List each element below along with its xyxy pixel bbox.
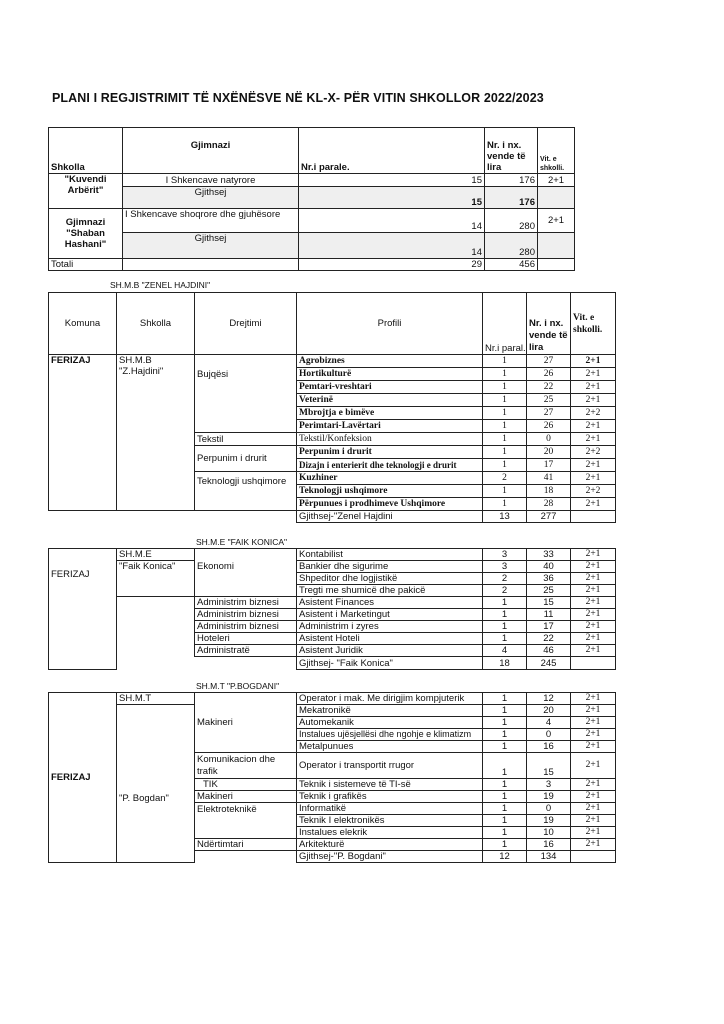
school-kuvendi: "Kuvendi Arbërit" <box>49 174 123 209</box>
vende-cell: 17 <box>527 459 571 472</box>
viti-cell: 2+1 <box>571 839 616 851</box>
paralele-cell: 1 <box>483 621 527 633</box>
paralele-cell: 15 <box>299 187 485 209</box>
vende-cell: 16 <box>527 839 571 851</box>
paralele-cell: 1 <box>483 717 527 729</box>
drejtimi-cell: Administratë <box>195 645 297 657</box>
paralele-cell: 1 <box>483 791 527 803</box>
profile-cell: Dizajn i enterierit dhe teknologji e drurit <box>297 459 483 472</box>
table-row <box>49 209 575 233</box>
total-paralele: 12 <box>483 851 527 863</box>
viti-cell: 2+1 <box>571 803 616 815</box>
paralele-cell: 1 <box>483 839 527 851</box>
komuna-spacer <box>49 549 117 561</box>
viti-cell: 2+1 <box>571 433 616 446</box>
header-gjimnazi: Gjimnazi <box>123 128 299 174</box>
gymnasium-table <box>48 127 575 271</box>
total-row <box>49 657 616 670</box>
vende-cell: 0 <box>527 433 571 446</box>
viti-cell: 2+1 <box>571 633 616 645</box>
profile-cell: Mbrojtja e bimëve <box>297 407 483 420</box>
vende-cell: 20 <box>527 446 571 459</box>
paralele-cell: 4 <box>483 645 527 657</box>
p-bogdani-table <box>48 692 616 863</box>
viti-cell: 2+1 <box>571 573 616 585</box>
vende-cell: 28 <box>527 498 571 511</box>
drejtimi-makineri: Makineri <box>195 693 297 753</box>
drejtimi-makineri-2: Makineri <box>195 791 297 803</box>
paralele-cell: 1 <box>483 753 527 779</box>
viti-cell: 2+1 <box>571 753 616 779</box>
school-shaban-hashani: Gjimnazi "Shaban Hashani" <box>49 209 123 259</box>
table-header-row <box>49 128 575 174</box>
viti-cell: 2+2 <box>571 446 616 459</box>
vende-cell: 15 <box>527 753 571 779</box>
viti-cell: 2+1 <box>571 597 616 609</box>
total-paralele: 13 <box>483 511 527 523</box>
profile-cell: Bankier dhe sigurime <box>297 561 483 573</box>
school-name: "Faik Konica" <box>117 561 195 597</box>
page-title: PLANI I REGJISTRIMIT TË NXËNËSVE NË KL-X- PËR VITIN SHKOLLOR 2022/2023 <box>52 91 544 105</box>
komuna-cell: FERIZAJ <box>49 355 117 511</box>
drejtimi-ekonomi: Ekonomi <box>195 561 297 597</box>
profile-cell: Kuzhiner <box>297 472 483 485</box>
paralele-cell: 3 <box>483 561 527 573</box>
paralele-cell: 1 <box>483 394 527 407</box>
vende-cell: 15 <box>527 597 571 609</box>
paralele-cell: 1 <box>483 498 527 511</box>
viti-cell: 2+1 <box>571 561 616 573</box>
table-row <box>49 174 575 187</box>
paralele-cell: 1 <box>483 407 527 420</box>
faik-konica-table <box>48 548 616 670</box>
profile-cell: Operator i transportit rrugor <box>297 753 483 779</box>
paralele-cell: 1 <box>483 368 527 381</box>
profile-cell: Informatikë <box>297 803 483 815</box>
vende-cell: 27 <box>527 407 571 420</box>
vende-cell: 17 <box>527 621 571 633</box>
viti-cell: 2+1 <box>571 827 616 839</box>
viti-cell: 2+1 <box>571 693 616 705</box>
paralele-cell: 1 <box>483 741 527 753</box>
vende-cell: 280 <box>485 233 538 259</box>
total-row <box>49 511 616 523</box>
paralele-cell: 1 <box>483 355 527 368</box>
profile-cell: Tregti me shumicë dhe pakicë <box>297 585 483 597</box>
viti-cell: 2+1 <box>571 355 616 368</box>
paralele-cell: 3 <box>483 549 527 561</box>
header-profili: Profili <box>297 293 483 355</box>
header-paralele: Nr.i paral. <box>483 293 527 355</box>
viti-cell: 2+1 <box>571 645 616 657</box>
drejtimi-komunikacion: Komunikacion dhe trafik <box>195 753 297 779</box>
school-code: SH.M.T <box>117 693 195 705</box>
drejtimi-tekstil: Tekstil <box>195 433 297 446</box>
zenel-hajdini-table <box>48 292 616 523</box>
drejtimi-tik: TIK <box>195 779 297 791</box>
profile-cell: Tekstil/Konfeksion <box>297 433 483 446</box>
viti-cell: 2+1 <box>571 621 616 633</box>
vende-cell: 10 <box>527 827 571 839</box>
profile-cell: Pemtari-vreshtari <box>297 381 483 394</box>
paralele-cell: 2 <box>483 472 527 485</box>
header-vende: Nr. i nx. vende të lira <box>485 128 538 174</box>
profile-cell: Gjithsej <box>123 233 299 259</box>
drejtimi-bujqesi: Bujqësi <box>195 355 297 433</box>
viti-cell: 2+1 <box>571 394 616 407</box>
vende-cell: 33 <box>527 549 571 561</box>
profile-cell: Teknologji ushqimore <box>297 485 483 498</box>
total-label: Totali <box>49 259 123 271</box>
viti-cell: 2+1 <box>571 609 616 621</box>
drejtimi-ndertimtari: Ndërtimtari <box>195 839 297 851</box>
komuna-cell: FERIZAJ <box>49 561 117 670</box>
profile-cell: Teknik i grafikës <box>297 791 483 803</box>
viti-cell: 2+1 <box>571 815 616 827</box>
komuna-cell: FERIZAJ <box>49 693 117 863</box>
table-row <box>49 645 616 657</box>
profile-cell: Teknik I elektronikës <box>297 815 483 827</box>
viti-cell: 2+1 <box>571 459 616 472</box>
vende-cell: 20 <box>527 705 571 717</box>
header-drejtimi: Drejtimi <box>195 293 297 355</box>
header-viti: Vit. e shkolli. <box>571 293 616 355</box>
vende-cell: 25 <box>527 585 571 597</box>
drejtimi-cell: Administrim biznesi <box>195 621 297 633</box>
vende-cell: 0 <box>527 803 571 815</box>
header-shkolla: Shkolla <box>117 293 195 355</box>
vende-cell: 176 <box>485 187 538 209</box>
paralele-cell: 1 <box>483 779 527 791</box>
header-vende: Nr. i nx. vende të lira <box>527 293 571 355</box>
table-row <box>49 355 616 368</box>
viti-cell: 2+1 <box>571 705 616 717</box>
total-paralele: 18 <box>483 657 527 670</box>
profile-cell: Asistent Juridik <box>297 645 483 657</box>
total-label: Gjithsej-"P. Bogdani" <box>297 851 483 863</box>
paralele-cell: 2 <box>483 573 527 585</box>
paralele-cell: 14 <box>299 209 485 233</box>
paralele-cell: 1 <box>483 485 527 498</box>
vende-cell: 22 <box>527 633 571 645</box>
viti-cell: 2+1 <box>571 717 616 729</box>
vende-cell: 36 <box>527 573 571 585</box>
table-header-row <box>49 293 616 355</box>
profile-cell: Automekanik <box>297 717 483 729</box>
table-row <box>49 609 616 621</box>
profile-cell: Asistent Hoteli <box>297 633 483 645</box>
profile-cell: Asistent Finances <box>297 597 483 609</box>
profile-cell: Operator i mak. Me dirigjim kompjuterik <box>297 693 483 705</box>
profile-cell: Asistent i Marketingut <box>297 609 483 621</box>
total-vende: 456 <box>485 259 538 271</box>
profile-cell: Teknik i sistemeve të TI-së <box>297 779 483 791</box>
header-paralele: Nr.i parale. <box>299 128 485 174</box>
paralele-cell: 1 <box>483 633 527 645</box>
total-label: Gjithsej- "Faik Konica" <box>297 657 483 670</box>
viti-cell: 2+1 <box>538 174 575 187</box>
table-row <box>49 693 616 705</box>
table-row <box>49 621 616 633</box>
paralele-cell: 2 <box>483 585 527 597</box>
vende-cell: 18 <box>527 485 571 498</box>
header-viti: Vit. e shkolli. <box>538 128 575 174</box>
viti-cell: 2+1 <box>571 779 616 791</box>
paralele-cell: 14 <box>299 233 485 259</box>
vende-cell: 25 <box>527 394 571 407</box>
drejtimi-cell: Administrim biznesi <box>195 597 297 609</box>
drejtimi-teknologji-ushqimore: Teknologji ushqimore <box>195 472 297 511</box>
vende-cell: 41 <box>527 472 571 485</box>
paralele-cell: 1 <box>483 803 527 815</box>
vende-cell: 19 <box>527 815 571 827</box>
profile-cell: Veterinë <box>297 394 483 407</box>
total-paralele: 29 <box>299 259 485 271</box>
viti-cell: 2+1 <box>571 729 616 741</box>
profile-cell: Kontabilist <box>297 549 483 561</box>
profile-cell: Instalues elekrik <box>297 827 483 839</box>
profile-cell: Metalpunues <box>297 741 483 753</box>
total-vende: 245 <box>527 657 571 670</box>
drejtimi-cell: Hoteleri <box>195 633 297 645</box>
table-row <box>49 549 616 561</box>
total-row <box>49 259 575 271</box>
table-row <box>49 633 616 645</box>
header-shkolla: Shkolla <box>49 128 123 174</box>
school-code: SH.M.E <box>117 549 195 561</box>
profile-cell: Agrobiznes <box>297 355 483 368</box>
paralele-cell: 1 <box>483 381 527 394</box>
vende-cell: 22 <box>527 381 571 394</box>
vende-cell: 0 <box>527 729 571 741</box>
table-row <box>49 561 616 573</box>
table-row <box>49 705 616 717</box>
profile-cell: I Shkencave shoqrore dhe gjuhësore <box>123 209 299 233</box>
drejtimi-cell: Administrim biznesi <box>195 609 297 621</box>
vende-cell: 46 <box>527 645 571 657</box>
viti-cell: 2+1 <box>571 368 616 381</box>
viti-cell <box>538 187 575 209</box>
profile-cell: Perpunim i drurit <box>297 446 483 459</box>
drejtimi-elektroteknike: Elektroteknikë <box>195 803 297 815</box>
vende-cell: 16 <box>527 741 571 753</box>
viti-cell: 2+1 <box>571 420 616 433</box>
profile-cell: Perimtari-Lavërtari <box>297 420 483 433</box>
paralele-cell: 1 <box>483 446 527 459</box>
viti-cell <box>538 233 575 259</box>
viti-cell: 2+1 <box>571 549 616 561</box>
profile-cell: Instalues ujësjellësi dhe ngohje e klimatizm <box>297 729 483 741</box>
vende-cell: 12 <box>527 693 571 705</box>
school-name: "P. Bogdan" <box>117 705 195 863</box>
paralele-cell: 1 <box>483 609 527 621</box>
viti-cell: 2+1 <box>571 791 616 803</box>
profile-cell: Gjithsej <box>123 187 299 209</box>
viti-cell: 2+1 <box>538 209 575 233</box>
paralele-cell: 15 <box>299 174 485 187</box>
profile-cell: Administrim i zyres <box>297 621 483 633</box>
profile-cell: Arkitekturë <box>297 839 483 851</box>
viti-cell: 2+1 <box>571 472 616 485</box>
vende-cell: 40 <box>527 561 571 573</box>
table-row <box>49 187 575 209</box>
section-title-faik-konica: SH.M.E "FAIK KONICA" <box>196 537 288 547</box>
vende-cell: 19 <box>527 791 571 803</box>
viti-cell: 2+1 <box>571 585 616 597</box>
profile-cell: Mekatronikë <box>297 705 483 717</box>
total-vende: 277 <box>527 511 571 523</box>
vende-cell: 3 <box>527 779 571 791</box>
paralele-cell: 1 <box>483 827 527 839</box>
vende-cell: 26 <box>527 368 571 381</box>
paralele-cell: 1 <box>483 420 527 433</box>
profile-cell: Hortikulturë <box>297 368 483 381</box>
viti-cell: 2+1 <box>571 498 616 511</box>
vende-cell: 11 <box>527 609 571 621</box>
vende-cell: 280 <box>485 209 538 233</box>
vende-cell: 26 <box>527 420 571 433</box>
vende-cell: 176 <box>485 174 538 187</box>
viti-cell: 2+1 <box>571 741 616 753</box>
paralele-cell: 1 <box>483 459 527 472</box>
total-label: Gjithsej-"Zenel Hajdini <box>297 511 483 523</box>
viti-cell: 2+1 <box>571 381 616 394</box>
total-vende: 134 <box>527 851 571 863</box>
vende-cell: 27 <box>527 355 571 368</box>
vende-cell: 4 <box>527 717 571 729</box>
profile-cell: Shpeditor dhe logjistikë <box>297 573 483 585</box>
school-cell: SH.M.B "Z.Hajdini" <box>117 355 195 511</box>
section-title-zenel-hajdini: SH.M.B "ZENEL HAJDINI" <box>110 280 211 290</box>
paralele-cell: 1 <box>483 815 527 827</box>
profile-cell: I Shkencave natyrore <box>123 174 299 187</box>
table-row <box>49 597 616 609</box>
section-title-p-bogdani: SH.M.T "P.BOGDANI" <box>196 681 280 691</box>
paralele-cell: 1 <box>483 433 527 446</box>
paralele-cell: 1 <box>483 597 527 609</box>
paralele-cell: 1 <box>483 693 527 705</box>
paralele-cell: 1 <box>483 729 527 741</box>
header-komuna: Komuna <box>49 293 117 355</box>
viti-cell: 2+2 <box>571 407 616 420</box>
profile-cell: Përpunues i prodhimeve Ushqimore <box>297 498 483 511</box>
viti-cell: 2+2 <box>571 485 616 498</box>
drejtimi-perpunim-drurit: Perpunim i drurit <box>195 446 297 472</box>
table-row <box>49 233 575 259</box>
paralele-cell: 1 <box>483 705 527 717</box>
